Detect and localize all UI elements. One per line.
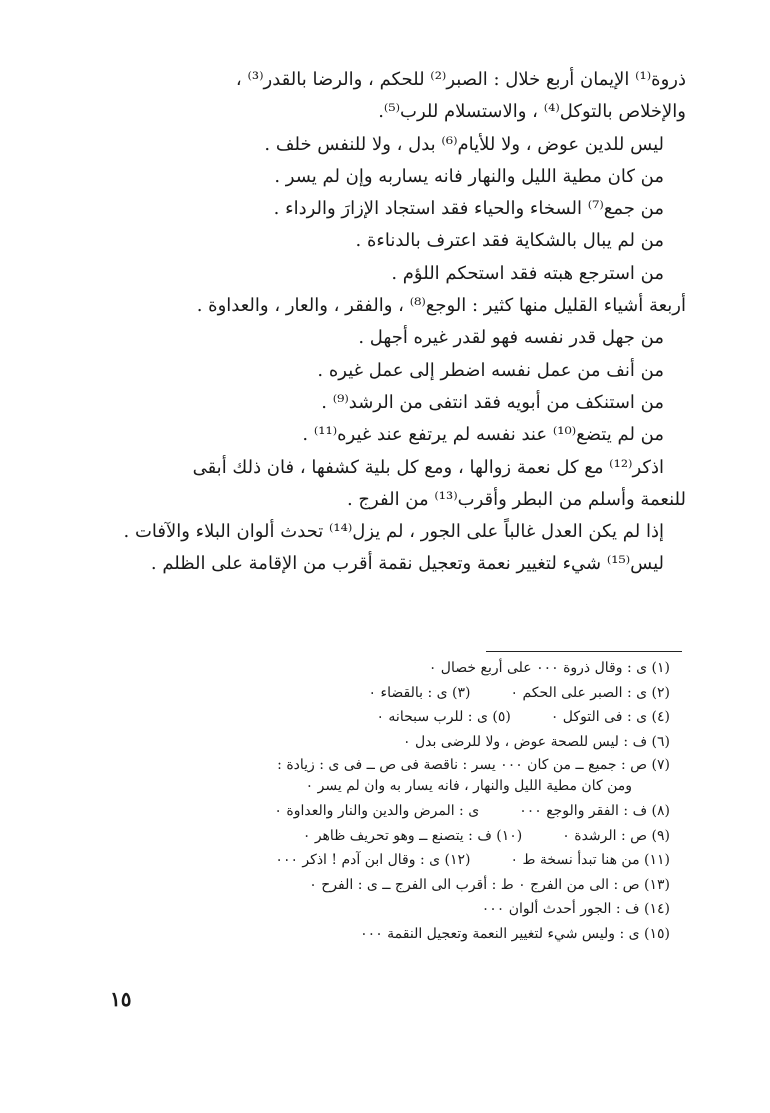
text-line: من جهل قدر نفسه فهو لقدر غيره أجهل . <box>358 327 664 349</box>
footnote-row <box>70 848 670 873</box>
footnote: (١١) من هنا تبدأ نسخة ط ٠ <box>510 852 670 868</box>
text-line: والإخلاص بالتوكل⁽⁴⁾ ، والاستسلام للرب⁽⁵⁾. <box>378 101 686 123</box>
footnote: (٦) ف : ليس للصحة عوض ، ولا للرضى بدل ٠ <box>402 733 670 750</box>
text-line: اذكر⁽¹²⁾ مع كل نعمة زوالها ، ومع كل بلية كشفها ، فان ذلك أبقى <box>192 456 664 478</box>
footnote-row <box>70 681 670 706</box>
footnote: (١٣) ص : الى من الفرج ٠ ط : أقرب الى الفرج ــ ى : الفرح ٠ <box>309 876 670 893</box>
text-line: ليس للدين عوض ، ولا للأيام⁽⁶⁾ بدل ، ولا للنفس خلف . <box>264 133 664 155</box>
text-line: ليس⁽¹⁵⁾ شيء لتغيير نعمة وتعجيل نقمة أقرب من الإقامة على الظلم . <box>150 553 664 575</box>
footnote-continuation: ومن كان مطية الليل والنهار ، فانه يسار به وان لم يسر ٠ <box>305 778 632 794</box>
text-line: من جمع⁽⁷⁾ السخاء والحياء فقد استجاد الإزارَ والرداء . <box>273 198 664 220</box>
footnote: (٤) ى : فى التوكل ٠ <box>550 709 670 725</box>
footnote-row <box>70 705 670 730</box>
footnote-row <box>70 824 670 849</box>
footnote: (١٥) ى : وليس شيء لتغيير النعمة وتعجيل النقمة ٠٠٠ <box>360 925 670 942</box>
footnote: (٨) ف : الفقر والوجع ٠٠٠ <box>519 803 670 819</box>
footnote: (١) ى : وقال ذروة ٠٠٠ على أربع خصال ٠ <box>428 660 670 676</box>
text-line: للنعمة وأسلم من البطر وأقرب⁽¹³⁾ من الفرج . <box>346 488 686 510</box>
footnote: (٢) ى : الصبر على الحكم ٠ <box>510 684 670 701</box>
text-line: من لم يبال بالشكاية فقد اعترف بالدناءة . <box>355 230 664 252</box>
text-line: من استنكف من أبويه فقد انتفى من الرشد⁽⁹⁾ . <box>321 391 664 413</box>
footnotes <box>70 656 670 946</box>
footnote: (٥) ى : للرب سبحانه ٠ <box>376 709 511 725</box>
text-line: من لم يتضع⁽¹⁰⁾ عند نفسه لم يرتفع عند غيره⁽¹¹⁾ . <box>302 424 664 446</box>
footnote: (٩) ص : الرشدة ٠ <box>562 827 670 844</box>
footnote: (١٠) ف : يتصنع ــ وهو تحريف ظاهر ٠ <box>302 827 523 844</box>
text-line: من كان مطية الليل والنهار فانه يساربه وإن لم يسر . <box>274 165 664 187</box>
footnote: (١٢) ى : وقال ابن آدم ! اذكر ٠٠٠ <box>275 852 471 868</box>
footnote: (١٤) ف : الجور أحدث ألوان ٠٠٠ <box>481 901 670 917</box>
text-line: من استرجع هبته فقد استحكم اللؤم . <box>391 262 664 284</box>
footnote: (٧) ص : جميع ــ من كان ٠٠٠ يسر : ناقصة فى ص ــ فى ى : زيادة : <box>277 757 670 773</box>
text-line: إذا لم يكن العدل غالباً على الجور ، لم يزل⁽¹⁴⁾ تحدث ألوان البلاء والآفات . <box>123 521 664 543</box>
footnote: ى : المرض والدين والنار والعداوة ٠ <box>274 803 480 819</box>
text-line: من أنف من عمل نفسه اضطر إلى عمل غيره . <box>317 359 664 381</box>
footnote-divider <box>486 651 682 652</box>
footnote-row <box>70 799 670 824</box>
text-line: ذروة⁽¹⁾ الإيمان أربع خلال : الصبر⁽²⁾ للحكم ، والرضا بالقدر⁽³⁾ ، <box>235 69 686 90</box>
page-number: ١٥ <box>110 987 132 1011</box>
main-text <box>66 64 686 581</box>
footnote: (٣) ى : بالقضاء ٠ <box>368 684 471 701</box>
text-line: أربعة أشياء القليل منها كثير : الوجع⁽⁸⁾ ، والفقر ، والعار ، والعداوة . <box>196 295 686 317</box>
